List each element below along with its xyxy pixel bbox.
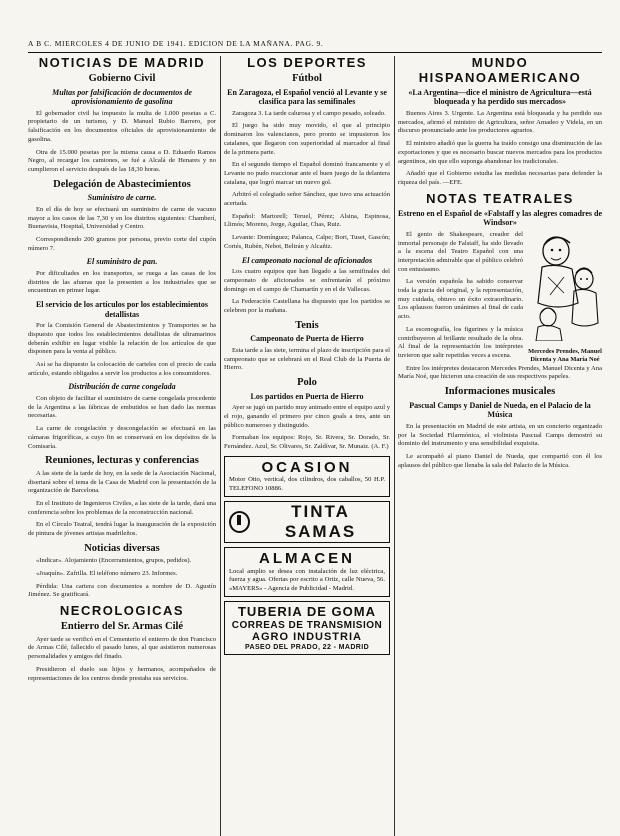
article-paragraph: Añadió que el Gobierno estudia las medidas necesarias para defender la riqueza del país. —EFE. [398, 170, 602, 186]
article-paragraph: Pérdida: Una cartera con documentos a nombre de D. Agustín Jiménez. Se gratificará. [28, 582, 216, 599]
ad-tuberia [224, 601, 390, 655]
ink-bottle-icon [229, 511, 250, 533]
article-paragraph: A las siete de la tarde de hoy, en la sede de la Asociación Nacional, disertará sobre el tema de la Casa de Madrid con la presentación de la organización de Barcelona. [28, 469, 216, 495]
article-heading: Delegación de Abastecimientos [53, 178, 191, 190]
article-paragraph: Español: Martorell; Teruel, Pérez; Alsina, Espinosa, Llimós; Moreno, Jorge, Aguilar, Chas, Ruiz. [224, 212, 390, 229]
article-paragraph: En el Instituto de Ingenieros Civiles, a las siete de la tarde, dará una conferencia sobre los problemas de la reconstrucción nacional. [28, 499, 216, 516]
article-subheading: Campeonato de Puerta de Hierro [250, 334, 364, 344]
ad-line: TUBERIA DE GOMA [237, 604, 377, 620]
article-paragraph: Con objeto de facilitar el suministro de carne congelada procedente de la Argentina a las fábricas de embutidos se han dado las normas necesarias. [28, 395, 216, 420]
ad-line: AGRO INDUSTRIA [252, 631, 362, 644]
ad-title: ALMACEN [259, 550, 355, 568]
ad-text: Local amplio se desea con instalación de luz eléctrica, fuerza y agua. Ofertas por escrito a Ortiz, calle Nueva, 56. «MAYERS» - Agencia de Publicidad - Madrid. [229, 567, 385, 592]
drawing-caption: Mercedes Prendes, Manuel Dicenta y Ana María Noé [528, 347, 602, 363]
article-paragraph: El juego ha sido muy movido, el que al principio dominaron los valencianos, pero pronto se impusieron los catalanes, que llegaron con superioridad al marcador al final de la primera parte. [224, 122, 390, 156]
section-title: NOTICIAS DE MADRID [38, 56, 206, 70]
article-paragraph: En el día de hoy se efectuará un suministro de carne de vacuno mayor a los casos de las 7,30 y en los distritos siguientes: Chamberí, Buenavista, Hospital, Universidad y Centro. [28, 205, 216, 231]
article-heading: Noticias diversas [84, 542, 160, 554]
article-paragraph: Por dificultades en los transportes, se ruega a las casas de los distritos de las afueras que la presenten a los industriales que se encuentran en primer lugar. [28, 269, 216, 295]
ad-title: OCASION [261, 458, 353, 476]
section-title: MUNDO HISPANOAMERICANO [418, 56, 582, 85]
section-title: NOTAS TEATRALES [426, 190, 574, 206]
caricature-drawing [528, 233, 602, 363]
article-paragraph: Entre los intérpretes destacaron Mercedes Prendes, Manuel Dicenta y Ana María Noé, que hicieron una creación de sus respectivos papeles. [398, 364, 602, 381]
article-paragraph: El ministro añadió que la guerra ha traído consigo una disminución de las exportaciones y que es necesario buscar nuevos mercados para los productos argentinos, sin que ello suponga abandonar los tradicionales. [398, 140, 602, 165]
article-paragraph: Por la Comisión General de Abastecimientos y Transportes se ha dispuesto que todos los establecimientos detallistas de ultramarinos deberán exhibir en lugar visible la relación de los artículos de que disponen para la venta al público. [28, 322, 216, 356]
page-header: A B C. MIERCOLES 4 DE JUNIO DE 1941. EDICION DE LA MAÑANA. PAG. 9. [28, 39, 324, 48]
caricature-sketch-icon [528, 233, 602, 341]
article-paragraph: «Joaquín». Zafrilla. El teléfono número 23. Informes. [36, 570, 178, 578]
article-paragraph: Buenos Aires 3. Urgente. La Argentina está bloqueada y ha perdido sus mercados, afirmó el ministro de Agricultura, señor Amadeo y Videla, en un discurso pronunciado ante los productores agrarios. [398, 110, 602, 135]
article-paragraph: El gobernador civil ha impuesto la multa de 1.000 pesetas a C. propietario de un turismo, y D. Manuel Rubio Barrero, por falsificación en los documentos oficiales de aprovisionamiento de gasolina. [28, 109, 216, 143]
article-paragraph: Presidieron el duelo sus hijos y hermanos, acompañados de representaciones de los centros donde prestaba sus servicios. [28, 665, 216, 682]
article-heading: Tenis [295, 319, 319, 331]
article-paragraph: Levante: Domínguez; Palanca, Calpe; Bori, Tuset, Gascón; Cortés, Rubén, Nebot, Beltrán y Alcañiz. [224, 234, 390, 250]
article-subheading: Estreno en el Español de «Falstaff y las alegres comadres de Windsor» [398, 208, 602, 228]
article-heading: Polo [297, 376, 317, 388]
ad-line: PASEO DEL PRADO, 22 - MADRID [244, 643, 370, 651]
article-paragraph: En la presentación en Madrid de este artista, en un concierto organizado por la Sociedad Filarmónica, el violinista Pascual Camps demostró su dominio del instrumento y una sensibilidad exquisita. [398, 422, 602, 448]
article-paragraph: Ayer tarde se verificó en el Cementerio el entierro de don Francisco de Armas Cilé, fallecido el pasado lunes, al que asistieron numerosas personalidades y amigos del finado. [28, 635, 216, 661]
ad-line: CORREAS DE TRANSMISION [231, 620, 383, 632]
section-title: NECROLOGICAS [59, 603, 185, 619]
article-paragraph: «Indicar». Alojamiento (Encerramientos, grupos, pedidos). [36, 557, 192, 565]
article-subheading: El suministro de pan. [86, 257, 158, 267]
article-subheading: Multas por falsificación de documentos de aprovisionamiento de gasolina [52, 87, 192, 107]
column-hispano-teatro [398, 56, 602, 836]
ad-title: TINTA SAMAS [284, 502, 357, 542]
article-paragraph: Otra de 15.000 pesetas por la misma causa a D. Eduardo Ramos Negro, al recargar los camiones, se fué a Alcalá de Henares y no cumplieron el servicio después de las 18,30 horas. [28, 148, 216, 173]
article-paragraph: Los cuatro equipos que han llegado a las semifinales del campeonato de aficionados se enfrentarán el próximo domingo en el campo de Chamartín y en el de Vallecas. [224, 268, 390, 293]
article-heading: Gobierno Civil [88, 72, 156, 84]
article-paragraph: Esta tarde a las siete, termina el plazo de inscripción para el campeonato que se celebrará en el Real Club de la Puerta de Hierro. [224, 346, 390, 372]
article-subheading: «La Argentina—dice el ministro de Agricultura—está bloqueada y ha perdido sus mercados» [408, 87, 592, 107]
article-paragraph: La escenografía, los figurines y la música contribuyeron al brillante resultado de la obra. Al final de la representación los intérpretes tuvieron que salir repetidas veces a escena. [398, 325, 523, 359]
article-paragraph: Así se ha dispuesto la colocación de carteles con el precio de cada artículo, estando obligados a servir los productos a los consumidores. [28, 361, 216, 377]
article-subheading: Distribución de carne congelada [68, 382, 176, 392]
article-paragraph: Correspondiendo 200 gramos por persona, previo corte del cupón número 7. [28, 235, 216, 252]
article-paragraph: La carne de congelación y descongelación se efectuará en las cámaras frigoríficas, a cuyo fin se conservará en los depósitos de la Comisaría. [28, 425, 216, 450]
column-sports [224, 56, 390, 836]
article-paragraph: Ayer se jugó un partido muy animado entre el equipo azul y el rojo, ganando el primero por cinco goals a tres, ante un público numeroso y distinguido. [224, 404, 390, 429]
article-subheading: El servicio de los artículos por los establecimientos detallistas [35, 300, 209, 319]
article-paragraph: Arbitró el colegiado señor Sánchez, que tuvo una actuación acertada. [224, 191, 390, 208]
section-title: LOS DEPORTES [247, 56, 367, 70]
article-subheading: Pascual Camps y Daniel de Nueda, en el Palacio de la Música [409, 400, 591, 420]
article-subheading: En Zaragoza, el Español venció al Levante y se clasifica para las semifinales [227, 87, 387, 107]
article-heading: Reuniones, lecturas y conferencias [45, 455, 199, 467]
article-paragraph: En el Círculo Teatral, tendrá lugar la inauguración de la exposición de pintura de jóvenes artistas madrileños. [28, 521, 216, 538]
article-paragraph: La versión española ha sabido conservar toda la gracia del original, y la representación, muy cuidada, obtuvo un éxito extraordinario. Los aplausos fueron unánimes al final de cada acto. [398, 278, 523, 321]
article-paragraph: Zaragoza 3. La tarde calurosa y el campo pesado, soleado. [232, 109, 386, 117]
article-heading: Entierro del Sr. Armas Cilé [60, 621, 184, 633]
ad-text: Motor Otto, vertical, dos cilindros, dos caballos, 50 H.P. TELEFONO 10886. [229, 476, 385, 492]
ad-tinta-samas [224, 501, 390, 543]
article-subheading: El campeonato nacional de aficionados [241, 255, 373, 265]
article-paragraph: El genio de Shakespeare, creador del inmortal personaje de Falstaff, ha sido llevado a la escena del Teatro Español con una interpretación admirable que el público celebró con entusiasmo. [398, 230, 523, 273]
column-madrid [28, 56, 216, 836]
ad-ocasion [224, 456, 390, 498]
column-divider [394, 56, 395, 836]
article-paragraph: Formaban los equipos: Rojo, Sr. Rivera, Sr. Dorado, Sr. Fernández. Azul, Sr. Olivares, Sr. Zaldívar, Sr. Munaiz. (A. F.) [224, 434, 390, 450]
article-paragraph: La Federación Castellana ha dispuesto que los partidos se celebren por la mañana. [224, 298, 390, 314]
article-subheading: Suministro de carne. [87, 193, 157, 203]
header-rule [28, 52, 602, 53]
article-heading: Fútbol [292, 72, 322, 84]
article-paragraph: Le acompañó al piano Daniel de Nueda, que compartió con él los aplausos del público que llenaba la sala del Palacio de la Música. [398, 452, 602, 469]
article-heading: Informaciones musicales [444, 386, 556, 398]
article-subheading: Los partidos en Puerta de Hierro [250, 391, 364, 401]
ad-almacen [224, 547, 390, 597]
column-divider [220, 56, 221, 836]
article-paragraph: En el segundo tiempo el Español dominó francamente y el Levante no pudo reaccionar ante el buen juego de la delantera catalana, que logró marcar un nuevo gol. [224, 161, 390, 186]
